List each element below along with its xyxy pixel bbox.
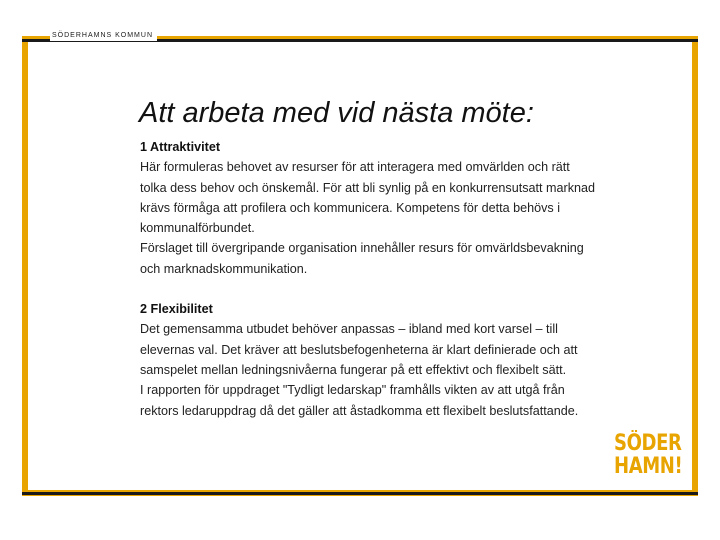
slide-title: Att arbeta med vid nästa möte: <box>139 97 534 130</box>
organization-label: SÖDERHAMNS KOMMUN <box>50 31 157 41</box>
logo-line-1: SÖDER <box>614 431 682 456</box>
soderhamn-logo <box>614 431 683 480</box>
left-accent-bar <box>22 42 28 496</box>
body-line: kommunalförbundet. <box>140 221 255 236</box>
bottom-dark-stripe <box>22 492 698 495</box>
section-heading: 2 Flexibilitet <box>140 302 213 317</box>
body-line: och marknadskommunikation. <box>140 261 308 276</box>
body-line: Förslaget till övergripande organisation innehåller resurs för omvärldsbevakning <box>140 241 584 256</box>
section-flexibilitet <box>140 299 660 421</box>
body-line: rektors ledaruppdrag då det gäller att åstadkomma ett flexibelt beslutsfattande. <box>140 403 579 418</box>
body-line: I rapporten för uppdraget "Tydligt ledarskap" framhålls vikten av att utgå från <box>140 383 565 398</box>
body-line: elevernas val. Det kräver att beslutsbefogenheterna är klart definierade och att <box>140 342 578 357</box>
body-line: Här formuleras behovet av resurser för att interagera med omvärlden och rätt <box>140 160 570 175</box>
right-accent-bar <box>692 42 698 496</box>
body-line: krävs förmåga att profilera och kommunicera. Kompetens för detta behövs i <box>140 200 560 215</box>
body-line: tolka dess behov och önskemål. För att bli synlig på en konkurrensutsatt marknad <box>140 180 596 195</box>
section-heading: 1 Attraktivitet <box>140 140 221 154</box>
logo-line-2: HAMN! <box>614 454 683 479</box>
slide-body <box>140 137 660 421</box>
section-attraktivitet <box>140 137 660 279</box>
body-line: Det gemensamma utbudet behöver anpassas – ibland med kort varsel – till <box>140 322 558 337</box>
body-line: samspelet mellan ledningsnivåerna fungerar på ett effektivt och flexibelt sätt. <box>140 362 567 377</box>
